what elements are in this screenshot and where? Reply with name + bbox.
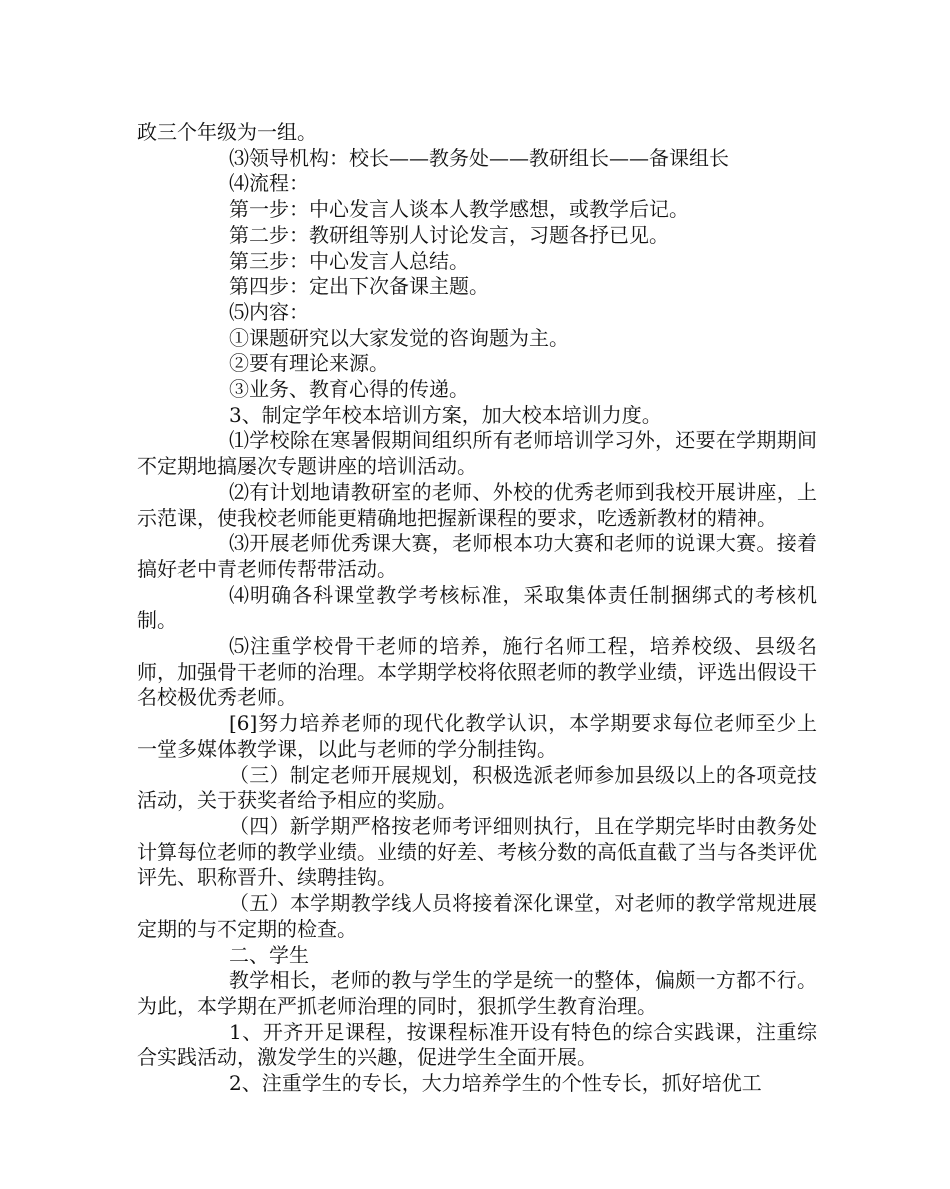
paragraph: ①课题研究以大家发觉的咨询题为主。 [229,325,569,350]
document-body [137,120,817,1097]
paragraph: 第二步：教研组等别人讨论发言，习题各抒已见。 [229,222,669,247]
paragraph: 2、注重学生的专长，大力培养学生的个性专长，抓好培优工 [229,1071,762,1096]
paragraph: 二、学生 [229,942,309,967]
paragraph: 政三个年级为一组。 [137,120,317,144]
paragraph: 第四步：定出下次备课主题。 [229,274,489,299]
paragraph: ③业务、教育心得的传递。 [229,377,469,402]
paragraph: ⑶开展老师优秀课大赛，老师根本功大赛和老师的说课大赛。接着搞好老中青老师传帮带活动。 [137,531,817,581]
paragraph: 第三步：中心发言人总结。 [229,248,469,273]
paragraph: ⑶领导机构：校长——教务处——教研组长——备课组长 [229,145,729,170]
paragraph: （三）制定老师开展规划，积极选派老师参加县级以上的各项竞技活动，关于获奖者给予相应的奖励。 [137,762,817,813]
paragraph: ⑷流程： [229,171,309,196]
paragraph: ②要有理论来源。 [229,351,389,376]
paragraph: ⑵有计划地请教研室的老师、外校的优秀老师到我校开展讲座，上示范课，使我校老师能更精确地把握新课程的要求，吃透新教材的精神。 [137,479,817,530]
paragraph: 3、制定学年校本培训方案，加大校本培训力度。 [229,402,662,427]
paragraph: （五）本学期教学线人员将接着深化课堂，对老师的教学常规进展定期的与不定期的检查。 [137,891,817,941]
paragraph: ⑸内容： [229,299,309,324]
paragraph: ⑴学校除在寒暑假期间组织所有老师培训学习外，还要在学期期间不定期地搞屡次专题讲座的培训活动。 [137,428,817,479]
paragraph: 教学相长，老师的教与学生的学是统一的整体，偏颇一方都不行。为此，本学期在严抓老师治理的同时，狠抓学生教育治理。 [137,968,817,1018]
paragraph: ⑸注重学校骨干老师的培养，施行名师工程，培养校级、县级名师，加强骨干老师的治理。本学期学校将依照老师的教学业绩，评选出假设干名校极优秀老师。 [137,634,817,710]
paragraph: ⑷明确各科课堂教学考核标准，采取集体责任制捆绑式的考核机制。 [137,582,817,633]
paragraph: 1、开齐开足课程，按课程标准开设有特色的综合实践课，注重综合实践活动，激发学生的兴趣，促进学生全面开展。 [137,1019,817,1070]
paragraph: （四）新学期严格按老师考评细则执行，且在学期完毕时由教务处计算每位老师的教学业绩。业绩的好差、考核分数的高低直截了当与各类评优评先、职称晋升、续聘挂钩。 [137,813,817,890]
paragraph: [6]努力培养老师的现代化教学认识，本学期要求每位老师至少上一堂多媒体教学课，以此与老师的学分制挂钩。 [137,711,817,761]
paragraph: 第一步：中心发言人谈本人教学感想，或教学后记。 [229,197,689,222]
